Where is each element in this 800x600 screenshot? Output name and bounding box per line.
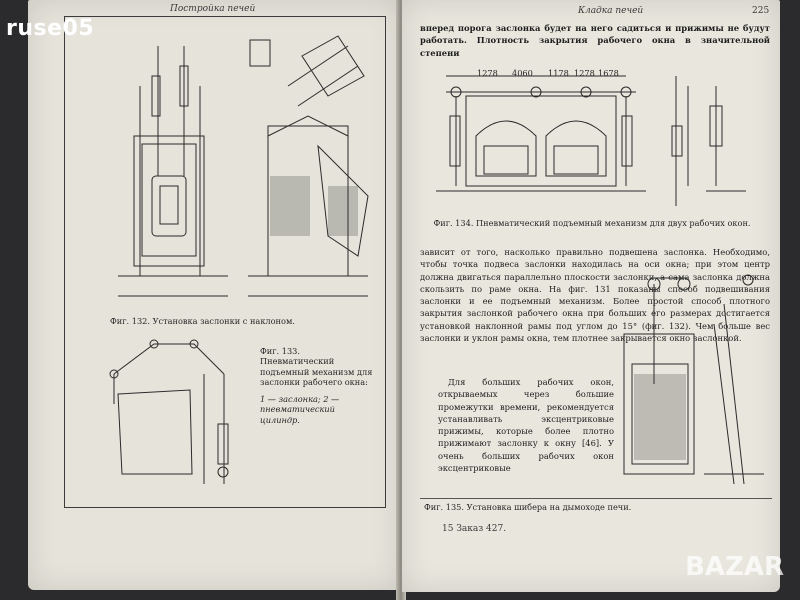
figure-133-caption: Фиг. 133. Пневматический подъемный механизм для заслонки рабочего окна:	[260, 346, 373, 387]
figure-135-caption: Фиг. 135. Установка шибера на дымоходе печи.	[424, 502, 632, 512]
dim-label-5: 1678	[598, 68, 619, 78]
right-page	[402, 0, 780, 592]
dim-label-2: 4060	[512, 68, 533, 78]
figure-134-drawing	[426, 66, 776, 214]
watermark-logo	[685, 552, 784, 582]
right-running-head: Кладка печей	[578, 6, 644, 16]
figure-134-caption: Фиг. 134. Пневматический подъемный механизм для двух рабочих окон.	[433, 218, 751, 228]
left-page	[28, 0, 400, 590]
figure-132-caption: Фиг. 132. Установка заслонки с наклоном.	[110, 316, 295, 326]
page-number: 225	[752, 6, 770, 16]
figure-133-legend: 1 — заслонка; 2 — пневматический цилиндр.	[260, 394, 340, 425]
figure-133-drawing	[94, 334, 254, 484]
paragraph-1: зависит от того, насколько правильно подвешена заслонка. Необходимо, чтобы точка подвеса заслонки находилась на оси окна; при этом центр должна двигаться параллельно плоскости заслонки, а сама заслонка должна скользить по раме окна. На фиг. 131 показаны способ подвешивания заслонки и ее подъемный механизм. Более простой способ плотного закрытия заслонкой рабочего окна при больших его размерах достигается установкой наклонной рамы под углом до 15° (фиг. 132). Чем больше вес заслонки и уклон рамы окна, тем плотнее закрывается окно заслонкой.	[420, 247, 770, 344]
watermark-brand-text: BAZAR	[685, 552, 784, 582]
dim-label-1: 1278	[477, 68, 498, 78]
figure-135-area	[412, 264, 778, 504]
top-paragraph: вперед порога заслонка будет на него садиться и прижимы не будут работать. Плотность закрытия рабочего окна в значительной степени	[420, 23, 770, 58]
caption-rule	[420, 498, 772, 499]
figure-132-drawing	[88, 26, 388, 316]
left-running-head: Постройка печей	[170, 4, 256, 14]
paragraph-2: Для больших рабочих окон, открываемых через большие промежутки времени, рекомендуется устанавливать эксцентриковые прижимы, которые более плотно прижимают заслонку к окну [46]. У очень больших рабочих окон эксцентриковые	[438, 377, 614, 474]
dim-label-4: 1278	[574, 68, 595, 78]
dim-label-3: 1178	[548, 68, 569, 78]
watermark-site-name: ruse05	[6, 16, 95, 41]
footer-signature: 15 Заказ 427.	[442, 524, 507, 534]
